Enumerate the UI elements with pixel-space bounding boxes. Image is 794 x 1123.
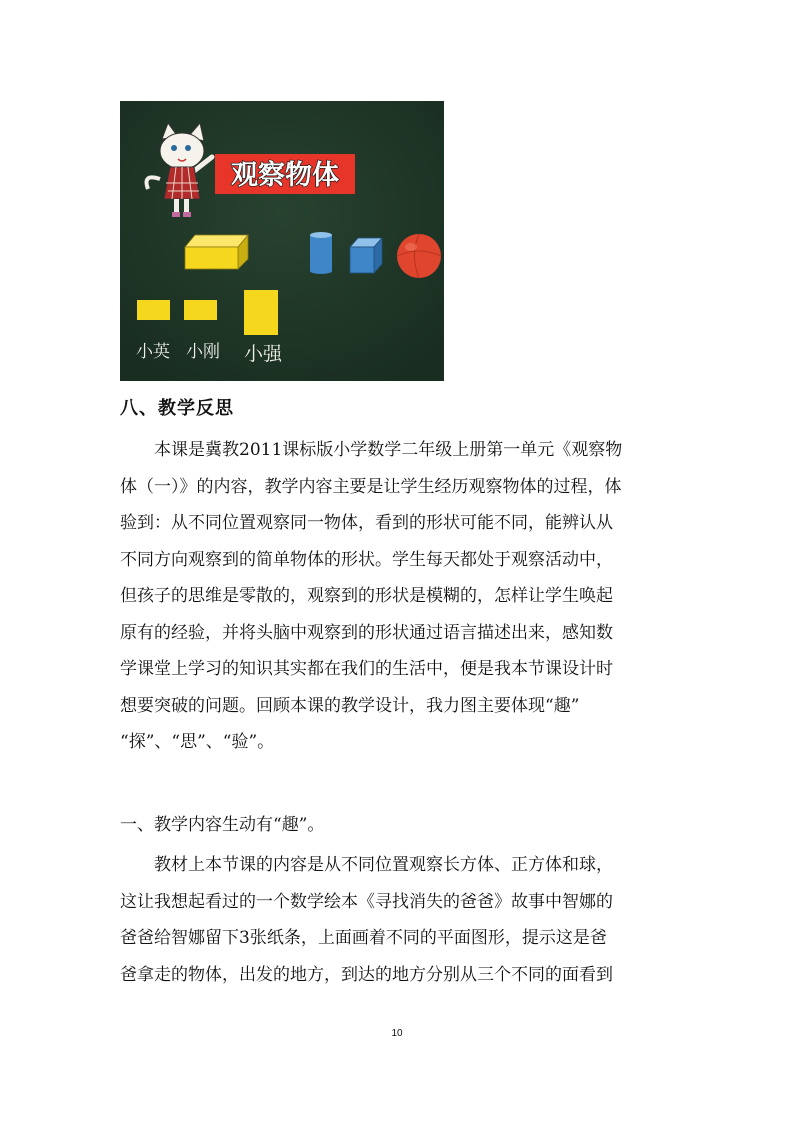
view-rectangle-3 [244, 290, 278, 335]
cylinder-shape [310, 232, 332, 274]
title-card-text: 观察物体 [231, 160, 339, 191]
sphere-shape [397, 234, 441, 278]
paragraph-line: 体（一）》的内容，教学内容主要是让学生经历观察物体的过程，体 [120, 476, 622, 497]
paragraph-line: 爸拿走的物体，出发的地方，到达的地方分别从三个不同的面看到 [120, 964, 613, 985]
paragraph-line: 学课堂上学习的知识其实都在我们的生活中，便是我本节课设计时 [120, 659, 613, 679]
paragraph-line: 验到：从不同位置观察同一物体，看到的形状可能不同，能辨认从 [120, 513, 613, 533]
page-number: 10 [391, 1028, 403, 1039]
view-rectangle-1 [137, 300, 170, 320]
subheading: 一、教学内容生动有“趣”。 [120, 815, 325, 835]
chalkboard-photo [120, 101, 444, 381]
paragraph-line: 但孩子的思维是零散的，观察到的形状是模糊的，怎样让学生唤起 [120, 586, 613, 606]
name-label-3: 小强 [244, 343, 283, 365]
paragraph-1 [120, 432, 675, 761]
paragraph-2 [120, 847, 675, 993]
paragraph-line: 教材上本节课的内容是从不同位置观察长方体、正方体和球， [154, 855, 613, 875]
paragraph-line: 这让我想起看过的一个数学绘本《寻找消失的爸爸》故事中智娜的 [120, 891, 613, 912]
paragraph-line: 原有的经验，并将头脑中观察到的形状通过语言描述出来，感知数 [120, 622, 613, 643]
paragraph-line: 想要突破的问题。回顾本课的教学设计，我力图主要体现“趣” [120, 695, 580, 716]
paragraph-line: 不同方向观察到的简单物体的形状。学生每天都处于观察活动中， [120, 549, 613, 570]
view-rectangle-2 [184, 300, 217, 320]
section-heading: 八、教学反思 [120, 398, 234, 419]
cuboid-shape [185, 235, 248, 269]
paragraph-line: 爸爸给智娜留下3张纸条，上面画着不同的平面图形，提示这是爸 [120, 928, 607, 948]
name-label-1: 小英 [136, 342, 170, 362]
paragraph-line: “探”、“思”、“验”。 [120, 732, 275, 752]
chalkboard-illustration [120, 101, 444, 381]
name-label-2: 小刚 [186, 342, 220, 362]
paragraph-line: 本课是冀教2011课标版小学数学二年级上册第一单元《观察物 [154, 440, 623, 460]
cube-shape [350, 238, 382, 273]
